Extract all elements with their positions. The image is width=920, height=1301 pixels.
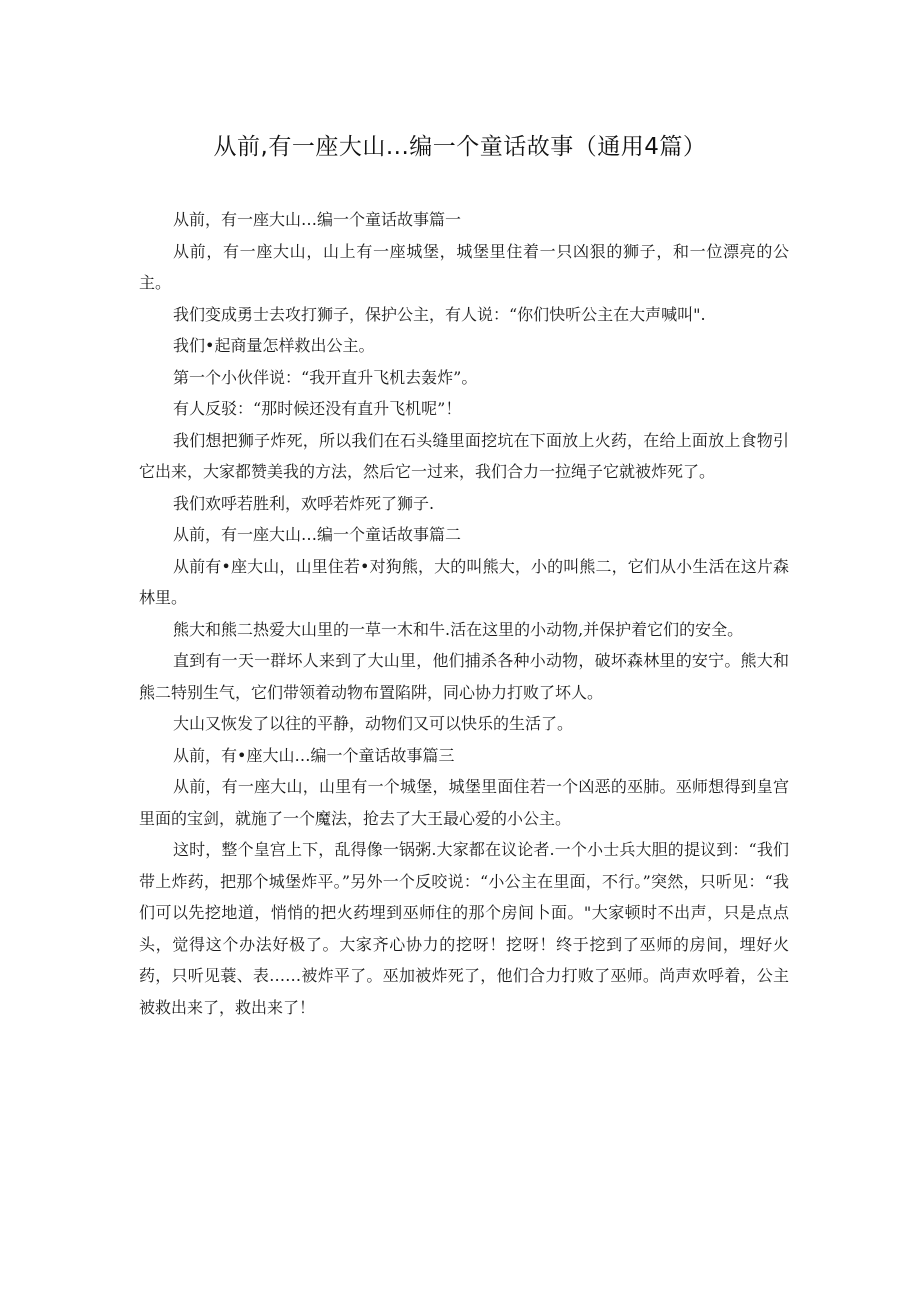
section-heading-1: 从前，有一座大山…编一个童话故事篇一: [173, 210, 462, 229]
document-body: [139, 204, 789, 1023]
paragraph: 我们欢呼若胜利，欢呼若炸死了狮子.: [173, 493, 435, 513]
document-title: 从前,有一座大山...编一个童话故事（通用4篇）: [213, 134, 707, 160]
paragraph: 从前，有一座大山，山里有一个城堡，城堡里面住若一个凶恶的巫肺。巫师想得到皇宫里面的宝剑，就施了一个魔法，抢去了大王最心爱的小公主。: [139, 777, 789, 828]
paragraph: 我们•起商量怎样救出公主。: [173, 336, 375, 355]
section-heading-3: 从前，有•座大山…编一个童话故事篇三: [173, 745, 455, 765]
paragraph: 从前有•座大山，山里住若•对狗熊，大的叫熊大，小的叫熊二，它们从小生活在这片森林里。: [139, 556, 789, 607]
paragraph: 从前，有一座大山，山上有一座城堡，城堡里住着一只凶狠的狮子，和一位漂亮的公主。: [139, 241, 789, 292]
paragraph: 第一个小伙伴说：“我开直升飞机去轰炸”。: [173, 367, 478, 387]
paragraph: 这时，整个皇宫上下，乱得像一锅粥.大家都在议论者.一个小士兵大胆的提议到：“我们带上炸药，把那个城堡炸平。”另外一个反咬说：“小公主在里面，不行。”突然，只听见：“我们可以先挖地道，悄悄的把火药埋到巫师住的那个房间卜面。"大家顿时不出声，只是点点头，觉得这个办法好极了。大家齐心协力的挖呀！挖呀！终于挖到了巫师的房间，埋好火药，只听见蓑、表……被炸平了。巫加被炸死了，他们合力打败了巫师。尚声欢呼着，公主被救出来了，救出来了！: [139, 840, 789, 1017]
paragraph: 有人反驳：“那时候还没有直升飞机呢”！: [173, 399, 462, 418]
section-heading-2: 从前，有一座大山…编一个童话故事篇二: [173, 525, 462, 544]
paragraph: 我们变成勇士去攻打狮子，保护公主，有人说：“你们快听公主在大声喊叫".: [173, 304, 706, 324]
paragraph: 大山又恢发了以往的平静，动物们又可以快乐的生活了。: [173, 714, 574, 733]
paragraph: 直到有一天一群坏人来到了大山里，他们捕杀各种小动物，破坏森林里的安宁。熊大和熊二特别生气，它们带领着动物布置陷阱，同心协力打败了坏人。: [139, 651, 789, 702]
paragraph: 我们想把狮子炸死，所以我们在石头缝里面挖坑在下面放上火药，在给上面放上食物引它出来，大家都赞美我的方法，然后它一过来，我们合力一拉绳子它就被炸死了。: [139, 430, 789, 481]
paragraph: 熊大和熊二热爱大山里的一草一木和牛.活在这里的小动物,并保护着它们的安全。: [173, 619, 744, 639]
